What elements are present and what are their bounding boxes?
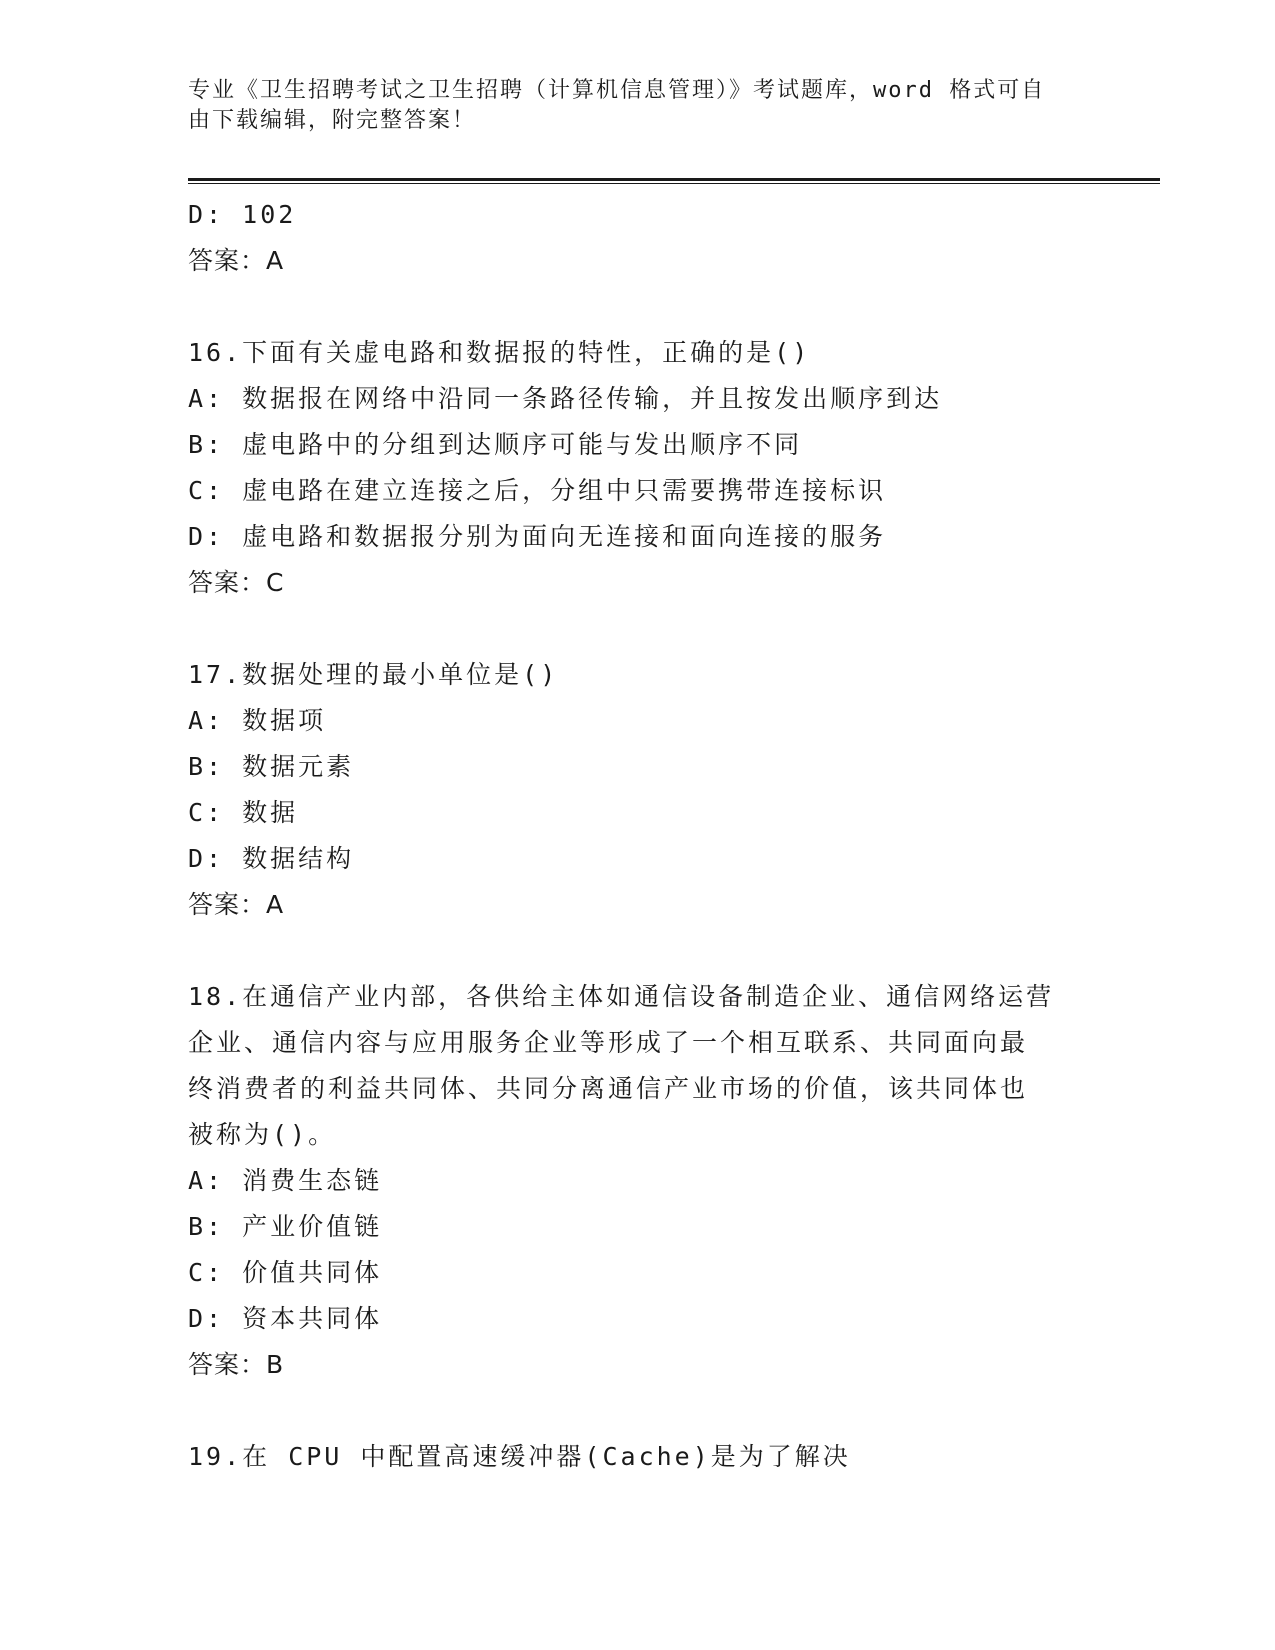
- question-16: [188, 330, 1088, 606]
- option-d: D: 虚电路和数据报分别为面向无连接和面向连接的服务: [188, 522, 887, 551]
- answer: 答案：B: [188, 1350, 285, 1379]
- answer: 答案：A: [188, 890, 285, 919]
- option-c: C: 虚电路在建立连接之后，分组中只需要携带连接标识: [188, 476, 887, 505]
- spacer: [188, 284, 1088, 330]
- prev-option-d: D: 102: [188, 200, 297, 229]
- spacer: [188, 928, 1088, 974]
- option-a: A: 数据项: [188, 706, 327, 735]
- question-stem-line-1: 18.在通信产业内部，各供给主体如通信设备制造企业、通信网络运营: [188, 982, 1055, 1011]
- option-c: C: 价值共同体: [188, 1258, 383, 1287]
- header-line-2: 由下载编辑，附完整答案！: [188, 108, 477, 133]
- question-18: [188, 974, 1088, 1388]
- header-line-1: 专业《卫生招聘考试之卫生招聘（计算机信息管理）》考试题库，word 格式可自: [188, 78, 1046, 103]
- spacer: [188, 1388, 1088, 1434]
- header-divider: [188, 178, 1160, 181]
- spacer: [188, 606, 1088, 652]
- question-content: [188, 192, 1088, 1480]
- question-stem-line-3: 终消费者的利益共同体、共同分离通信产业市场的价值，该共同体也: [188, 1074, 1029, 1103]
- question-stem-line-4: 被称为()。: [188, 1120, 337, 1149]
- answer: 答案：C: [188, 568, 285, 597]
- prev-answer: 答案：A: [188, 246, 285, 275]
- question-stem: 19.在 CPU 中配置高速缓冲器(Cache)是为了解决: [188, 1442, 851, 1471]
- question-stem: 16.下面有关虚电路和数据报的特性，正确的是(): [188, 338, 811, 367]
- option-a: A: 数据报在网络中沿同一条路径传输，并且按发出顺序到达: [188, 384, 943, 413]
- option-d: D: 数据结构: [188, 844, 355, 873]
- header-divider-thin: [188, 183, 1160, 184]
- option-b: B: 虚电路中的分组到达顺序可能与发出顺序不同: [188, 430, 803, 459]
- question-19: [188, 1434, 1088, 1480]
- option-b: B: 产业价值链: [188, 1212, 383, 1241]
- option-a: A: 消费生态链: [188, 1166, 383, 1195]
- document-header: [188, 76, 1088, 136]
- question-stem-line-2: 企业、通信内容与应用服务企业等形成了一个相互联系、共同面向最: [188, 1028, 1029, 1057]
- option-d: D: 资本共同体: [188, 1304, 383, 1333]
- question-stem: 17.数据处理的最小单位是(): [188, 660, 559, 689]
- option-b: B: 数据元素: [188, 752, 355, 781]
- question-17: [188, 652, 1088, 928]
- option-c: C: 数据: [188, 798, 299, 827]
